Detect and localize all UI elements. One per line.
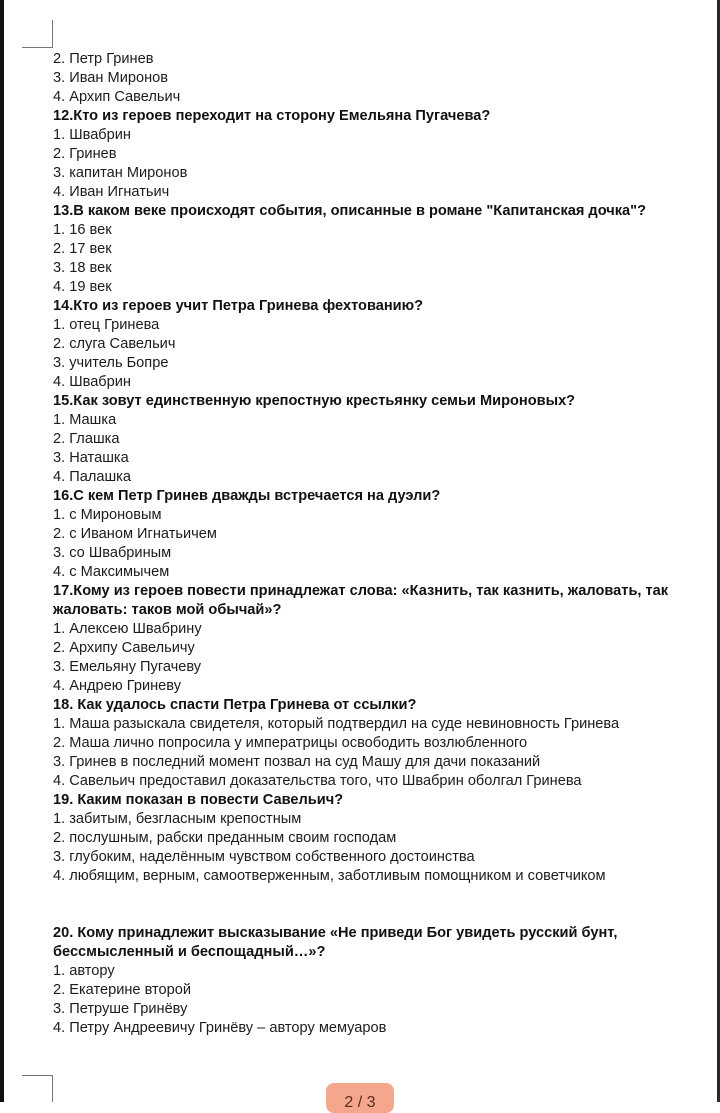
question-17: 17.Кому из героев повести принадлежат слова: «Казнить, так казнить, жаловать, так жаловать: таков мой обычай»? xyxy=(53,583,669,618)
question-18: 18. Как удалось спасти Петра Гринева от ссылки? xyxy=(53,697,417,713)
question-14: 14.Кто из героев учит Петра Гринева фехтованию? xyxy=(53,298,424,314)
answer-line: 2. Архипу Савельичу xyxy=(53,640,195,656)
question-19: 19. Каким показан в повести Савельич? xyxy=(53,792,344,808)
answer-line: 3. глубоким, наделённым чувством собственного достоинства xyxy=(53,849,475,865)
crop-mark-top-horizontal xyxy=(22,47,53,48)
answer-line: 2. Маша лично попросила у императрицы освободить возлюбленного xyxy=(53,735,528,751)
quiz-document xyxy=(53,50,705,1038)
answer-line: 1. забитым, безгласным крепостным xyxy=(53,811,302,827)
answer-line: 1. с Мироновым xyxy=(53,507,162,523)
answer-line: 2. Гринев xyxy=(53,146,117,162)
answer-line: 3. Емельяну Пугачеву xyxy=(53,659,202,675)
answer-line: 2. Петр Гринев xyxy=(53,51,154,67)
answer-line: 2. Глашка xyxy=(53,431,120,447)
answer-line: 4. Савельич предоставил доказательства того, что Швабрин оболгал Гринева xyxy=(53,773,582,789)
answer-line: 3. со Швабриным xyxy=(53,545,172,561)
answer-line: 4. Архип Савельич xyxy=(53,89,181,105)
crop-mark-bottom-vertical xyxy=(52,1075,53,1102)
paragraph-gap xyxy=(53,886,705,924)
answer-line: 1. Маша разыскала свидетеля, который подтвердил на суде невиновность Гринева xyxy=(53,716,620,732)
answer-line: 2. слуга Савельич xyxy=(53,336,176,352)
answer-line: 4. Швабрин xyxy=(53,374,131,390)
answer-line: 3. 18 век xyxy=(53,260,112,276)
answer-line: 1. автору xyxy=(53,963,115,979)
answer-line: 2. с Иваном Игнатьичем xyxy=(53,526,217,542)
question-12: 12.Кто из героев переходит на сторону Емельяна Пугачева? xyxy=(53,108,491,124)
answer-line: 3. Наташка xyxy=(53,450,129,466)
answer-line: 4. любящим, верным, самоотверженным, заботливым помощником и советчиком xyxy=(53,868,606,884)
answer-line: 4. Иван Игнатьич xyxy=(53,184,170,200)
question-13: 13.В каком веке происходят события, описанные в романе "Капитанская дочка"? xyxy=(53,203,646,219)
answer-line: 4. Петру Андреевичу Гринёву – автору мемуаров xyxy=(53,1020,387,1036)
crop-mark-top-vertical xyxy=(52,20,53,48)
answer-line: 2. 17 век xyxy=(53,241,112,257)
crop-mark-bottom-horizontal xyxy=(22,1075,53,1076)
page-left-border xyxy=(0,0,4,1102)
answer-line: 4. Андрею Гриневу xyxy=(53,678,182,694)
answer-line: 4. 19 век xyxy=(53,279,112,295)
answer-line: 1. 16 век xyxy=(53,222,112,238)
answer-line: 1. Машка xyxy=(53,412,117,428)
question-15: 15.Как зовут единственную крепостную крестьянку семьи Мироновых? xyxy=(53,393,576,409)
answer-line: 2. Екатерине второй xyxy=(53,982,192,998)
page-indicator-badge[interactable]: 2 / 3 xyxy=(326,1083,394,1113)
answer-line: 3. Петруше Гринёву xyxy=(53,1001,188,1017)
answer-line: 4. Палашка xyxy=(53,469,131,485)
answer-line: 1. Швабрин xyxy=(53,127,131,143)
answer-line: 4. с Максимычем xyxy=(53,564,170,580)
answer-line: 3. Гринев в последний момент позвал на суд Машу для дачи показаний xyxy=(53,754,541,770)
answer-line: 2. послушным, рабски преданным своим господам xyxy=(53,830,397,846)
answer-line: 3. учитель Бопре xyxy=(53,355,169,371)
question-20: 20. Кому принадлежит высказывание «Не приведи Бог увидеть русский бунт, бессмысленный и беспощадный…»? xyxy=(53,925,618,960)
answer-line: 1. отец Гринева xyxy=(53,317,160,333)
question-16: 16.С кем Петр Гринев дважды встречается на дуэли? xyxy=(53,488,441,504)
answer-line: 1. Алексею Швабрину xyxy=(53,621,202,637)
answer-line: 3. Иван Миронов xyxy=(53,70,169,86)
answer-line: 3. капитан Миронов xyxy=(53,165,188,181)
